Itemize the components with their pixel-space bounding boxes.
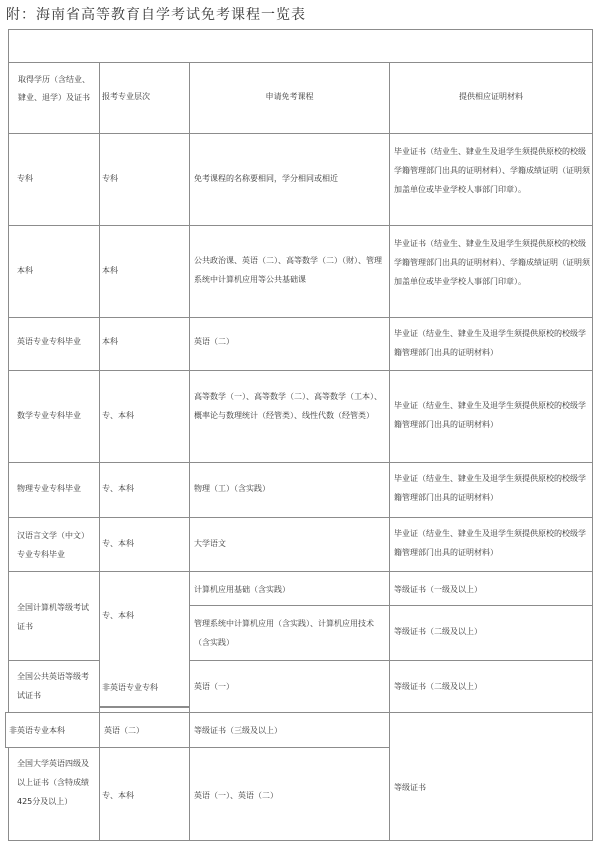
row-10-qualification-text: 全国大学英语四级及以上证书（含特成绩425分及以上）	[17, 759, 89, 806]
row-6-qualification-text: 汉语言文学（中文）专业专科毕业	[17, 531, 89, 559]
row-3-courses-text: 英语（二）	[194, 337, 234, 346]
table-row-2-courses	[189, 225, 390, 318]
row-7b-materials-text: 等级证书（二级及以上）	[394, 627, 482, 636]
table-row-7-qualification	[8, 571, 100, 661]
table-row-4-level	[99, 370, 190, 463]
row-6-level-text: 专、本科	[102, 539, 134, 548]
header-level	[99, 62, 190, 134]
table-row-3-courses	[189, 317, 390, 371]
table-row-6-materials	[389, 517, 593, 572]
table-row-1-level	[99, 133, 190, 226]
row-9-courses-text: 等级证书（三级及以上）	[194, 726, 282, 735]
row-5-courses-text: 物理（工）（含实践）	[194, 484, 270, 493]
header-qualification-text: 取得学历（含结业、肄业、退学）及证书	[18, 75, 90, 102]
table-row-4-qualification	[8, 370, 100, 463]
table-row-2-level	[99, 225, 190, 318]
row-8-materials-text: 等级证书（二级及以上）	[394, 682, 482, 691]
table-row-5-materials	[389, 462, 593, 518]
row-8-qualification-text: 全国公共英语等级考试证书	[17, 672, 89, 700]
header-qualification	[8, 62, 100, 134]
row-9-level-text: 英语（二）	[104, 726, 144, 735]
row-3-qualification-text: 英语专业专科毕业	[17, 337, 81, 346]
row-5-level-text: 专、本科	[102, 484, 134, 493]
row-10-level-text: 专、本科	[102, 791, 134, 800]
table-row-9-qualification	[5, 712, 100, 748]
table-row-9-level	[99, 712, 190, 748]
table-row-2-materials	[389, 225, 593, 318]
table-row-8-level	[99, 673, 190, 708]
table-row-7b-materials	[389, 605, 593, 661]
row-7-qualification-text: 全国计算机等级考试证书	[17, 603, 89, 631]
row-7-level-text: 专、本科	[102, 611, 134, 620]
row-7b-courses-text: 管理系统中计算机应用（含实践）、计算机应用技术（含实践）	[194, 619, 374, 647]
row-3-level-text: 本科	[102, 337, 118, 346]
row-7a-materials-text: 等级证书（一级及以上）	[394, 585, 482, 594]
row-4-materials-text: 毕业证（结业生、肄业生及退学生须提供原校的校级学籍管理部门出具的证明材料）	[394, 401, 586, 429]
row-5-qualification-text: 物理专业专科毕业	[17, 484, 81, 493]
header-courses-text: 申请免考课程	[265, 92, 314, 101]
table-row-4-courses	[189, 370, 390, 463]
row-10-materials-text: 等级证书	[394, 783, 426, 792]
table-row-8-courses	[189, 660, 390, 713]
row-9-qualification-text: 非英语专业本科	[9, 726, 65, 735]
table-row-8-materials	[389, 660, 593, 713]
row-1-courses-text: 免考课程的名称要相同，学分相同或相近	[194, 174, 338, 183]
row-3-materials-text: 毕业证（结业生、肄业生及退学生须提供原校的校级学籍管理部门出具的证明材料）	[394, 329, 586, 357]
row-1-materials-text: 毕业证书（结业生、肄业生及退学生须提供原校的校级学籍管理部门出具的证明材料）、学籍成绩证明（证明须加盖单位或毕业学校人事部门印章）。	[394, 147, 590, 194]
row-2-courses-text: 公共政治课、英语（二）、高等数学（二）（财）、管理系统中计算机应用等公共基础课	[194, 256, 382, 284]
table-top-row	[8, 29, 593, 63]
table-row-1-materials	[389, 133, 593, 226]
table-row-10-qualification	[8, 747, 100, 841]
row-4-courses-text: 高等数学（一）、高等数学（二）、高等数学（工本）、概率论与数理统计（经管类）、线性代数（经管类）	[194, 392, 382, 420]
table-row-7a-materials	[389, 571, 593, 606]
table-row-3-qualification	[8, 317, 100, 371]
table-row-6-courses	[189, 517, 390, 572]
row-2-qualification-text: 本科	[17, 266, 33, 275]
row-10-courses-text: 英语（一）、英语（二）	[194, 791, 278, 800]
table-row-2-qualification	[8, 225, 100, 318]
table-row-6-level	[99, 517, 190, 572]
row-8-courses-text: 英语（一）	[194, 682, 234, 691]
row-2-level-text: 本科	[102, 266, 118, 275]
table-row-3-level	[99, 317, 190, 371]
header-materials	[389, 62, 593, 134]
row-6-materials-text: 毕业证（结业生、肄业生及退学生须提供原校的校级学籍管理部门出具的证明材料）	[394, 529, 586, 557]
table-row-7b-courses	[189, 605, 390, 661]
page-title: 附：海南省高等教育自学考试免考课程一览表	[6, 7, 306, 23]
row-5-materials-text: 毕业证（结业生、肄业生及退学生须提供原校的校级学籍管理部门出具的证明材料）	[394, 474, 586, 502]
row-4-qualification-text: 数学专业专科毕业	[17, 411, 81, 420]
table-row-5-level	[99, 462, 190, 518]
header-courses	[189, 62, 390, 134]
table-row-10-courses	[189, 747, 390, 841]
row-2-materials-text: 毕业证书（结业生、肄业生及退学生须提供原校的校级学籍管理部门出具的证明材料）、学籍成绩证明（证明须加盖单位或毕业学校人事部门印章）。	[394, 239, 590, 286]
table-row-10-level	[99, 747, 190, 841]
table-row-1-qualification	[8, 133, 100, 226]
table-row-9-courses	[189, 712, 390, 748]
table-row-3-materials	[389, 317, 593, 371]
row-7a-courses-text: 计算机应用基础（含实践）	[194, 585, 290, 594]
row-1-qualification-text: 专科	[17, 174, 33, 183]
table-row-5-qualification	[8, 462, 100, 518]
table-row-8-qualification	[8, 660, 100, 713]
table-row-4-materials	[389, 370, 593, 463]
row-1-level-text: 专科	[102, 174, 118, 183]
row-8-level-text: 非英语专业专科	[102, 683, 158, 692]
header-level-text: 报考专业层次	[102, 92, 150, 101]
table-row-6-qualification	[8, 517, 100, 572]
row-6-courses-text: 大学语文	[194, 539, 226, 548]
header-materials-text: 提供相应证明材料	[459, 92, 523, 101]
table-row-5-courses	[189, 462, 390, 518]
row-4-level-text: 专、本科	[102, 411, 134, 420]
table-row-1-courses	[189, 133, 390, 226]
table-row-9-10-materials	[389, 712, 593, 841]
table-row-7a-courses	[189, 571, 390, 606]
